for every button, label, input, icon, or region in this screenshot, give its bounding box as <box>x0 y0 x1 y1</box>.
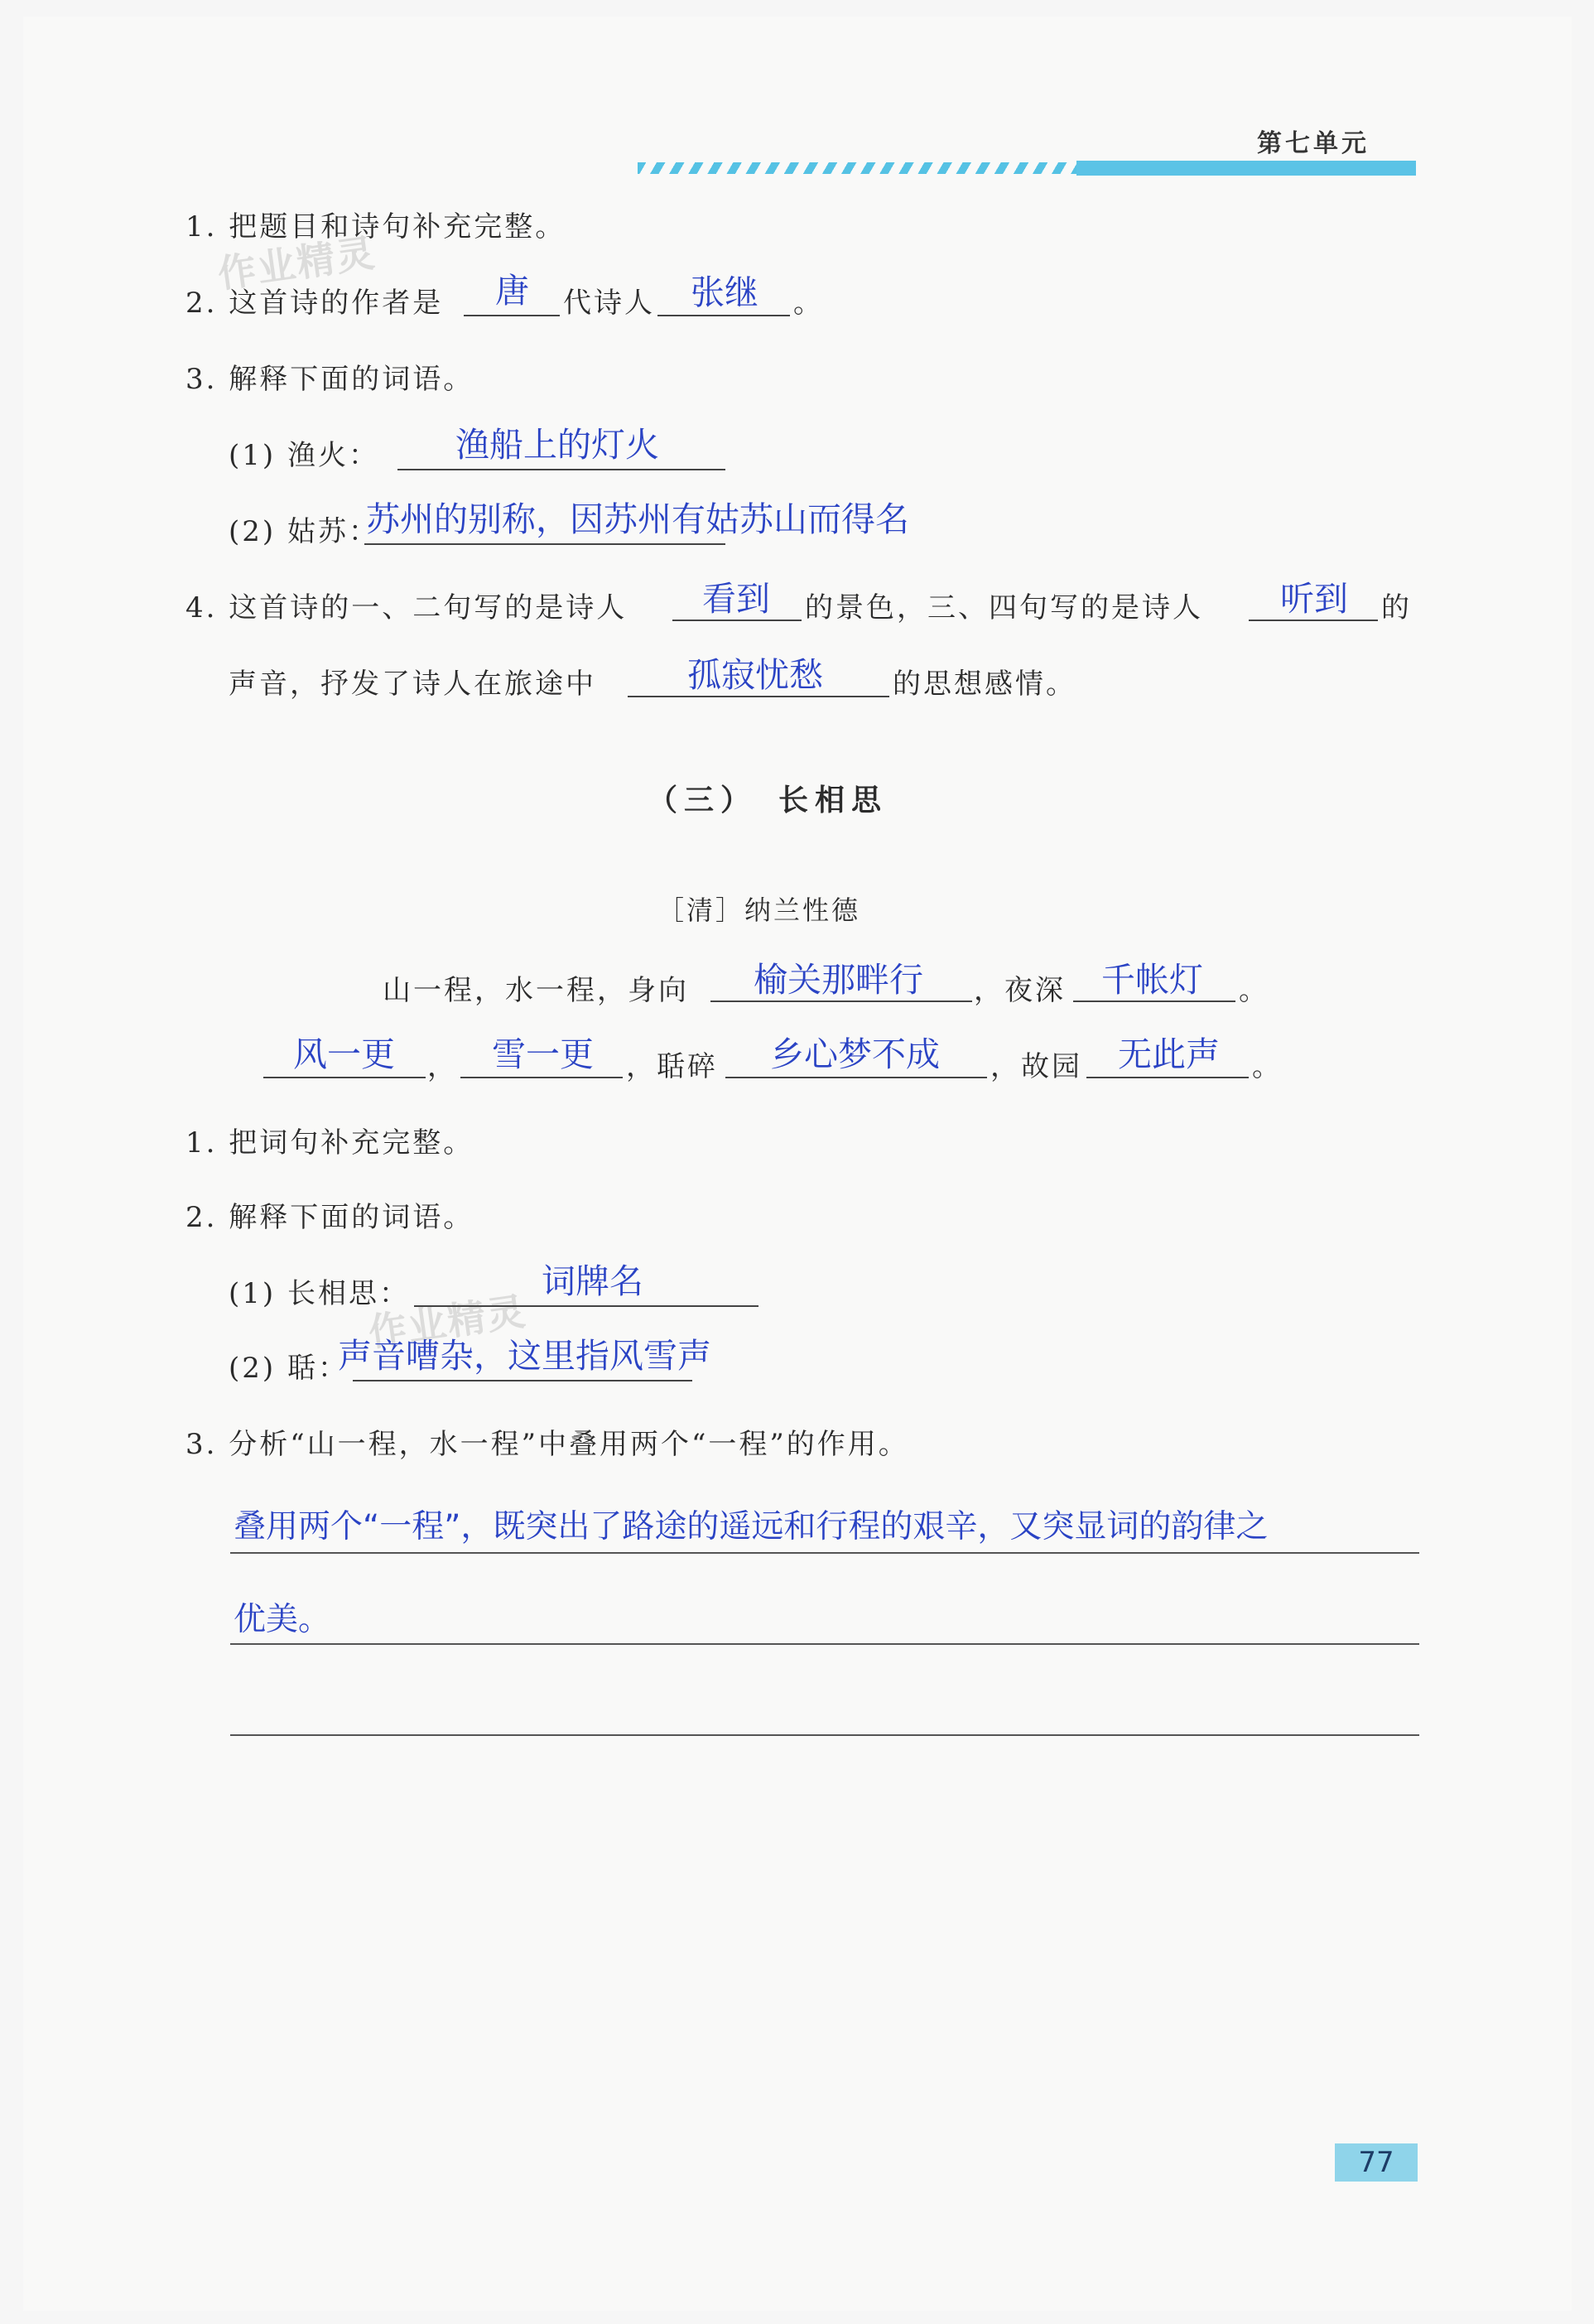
answer-line <box>230 1734 1419 1736</box>
answer-blank <box>353 1380 692 1381</box>
answer-blank <box>263 1077 426 1078</box>
question-4-d: 声音，抒发了诗人在旅途中 <box>229 668 596 701</box>
header-decor-bar <box>1076 161 1416 176</box>
section-title: （三） 长相思 <box>648 783 888 817</box>
poem-text: ，聒碎 <box>626 1050 718 1083</box>
answer-blank <box>364 543 725 545</box>
question-1: 1. 把词句补充完整。 <box>185 1126 474 1160</box>
answer-blank <box>460 1077 623 1078</box>
sub-question-label: (2) 聒： <box>229 1352 349 1385</box>
answer-feeling: 孤寂忧愁 <box>687 655 823 695</box>
sub-question-label: (1) 渔火： <box>229 439 379 472</box>
question-4-b: 的景色，三、四句写的是诗人 <box>805 591 1203 624</box>
poem-answer: 无此声 <box>1118 1034 1220 1074</box>
poem-answer: 雪一更 <box>492 1034 594 1074</box>
question-1: 1. 把题目和诗句补充完整。 <box>185 210 566 243</box>
answer-blank <box>397 469 725 470</box>
answer-analysis-line1: 叠用两个“一程”，既突出了路途的遥远和行程的艰辛，又突显词的韵律之 <box>234 1508 1269 1545</box>
poem-answer: 千帐灯 <box>1101 960 1203 1000</box>
answer-blank <box>1086 1077 1249 1078</box>
question-3: 3. 解释下面的词语。 <box>185 363 474 396</box>
poem-text: ， <box>427 1050 458 1083</box>
watermark: 作业精灵 <box>214 229 379 297</box>
poem-author: ［清］纳兰性德 <box>657 894 861 926</box>
question-2-prefix: 2. 这首诗的作者是 <box>185 287 444 320</box>
poem-text: 。 <box>1239 974 1269 1007</box>
answer-blank <box>464 315 560 316</box>
question-4-a: 4. 这首诗的一、二句写的是诗人 <box>185 591 628 624</box>
answer-changxiangsi: 词牌名 <box>542 1261 643 1301</box>
answer-blank <box>657 315 790 316</box>
poem-text: 。 <box>1252 1050 1283 1083</box>
question-4-e: 的思想感情。 <box>893 668 1076 701</box>
poem-answer: 榆关那畔行 <box>754 960 923 1000</box>
answer-tingdao: 听到 <box>1280 579 1348 619</box>
question-2-mid: 代诗人 <box>563 287 655 320</box>
question-4-c: 的 <box>1381 591 1412 624</box>
sub-question-label: (2) 姑苏： <box>229 515 379 548</box>
answer-gusu: 苏州的别称，因苏州有姑苏山而得名 <box>366 499 909 539</box>
answer-poet: 张继 <box>691 272 758 312</box>
poem-answer: 风一更 <box>293 1034 395 1074</box>
answer-yuhuo: 渔船上的灯火 <box>455 425 659 465</box>
page-number: 77 <box>1335 2143 1418 2182</box>
answer-dynasty: 唐 <box>495 271 529 311</box>
header-decor-stripe <box>638 162 1085 174</box>
unit-title: 第七单元 <box>1257 129 1370 158</box>
poem-answer: 乡心梦不成 <box>770 1034 940 1074</box>
poem-text: ，故园 <box>990 1050 1082 1083</box>
answer-line <box>230 1552 1419 1554</box>
answer-kandao: 看到 <box>702 579 770 619</box>
answer-analysis-line2: 优美。 <box>234 1601 331 1638</box>
question-2-end: 。 <box>793 287 824 320</box>
answer-line <box>230 1643 1419 1645</box>
poem-text: ，夜深 <box>974 974 1066 1007</box>
answer-blank <box>414 1305 758 1307</box>
question-2: 2. 解释下面的词语。 <box>185 1201 474 1234</box>
watermark: 作业精灵 <box>365 1288 530 1356</box>
poem-text: 山一程，水一程，身向 <box>383 974 689 1007</box>
answer-guo: 声音嘈杂，这里指风雪声 <box>338 1336 711 1376</box>
question-3: 3. 分析“山一程，水一程”中叠用两个“一程”的作用。 <box>185 1428 909 1461</box>
sub-question-label: (1) 长相思： <box>229 1277 410 1310</box>
answer-blank <box>725 1077 987 1078</box>
